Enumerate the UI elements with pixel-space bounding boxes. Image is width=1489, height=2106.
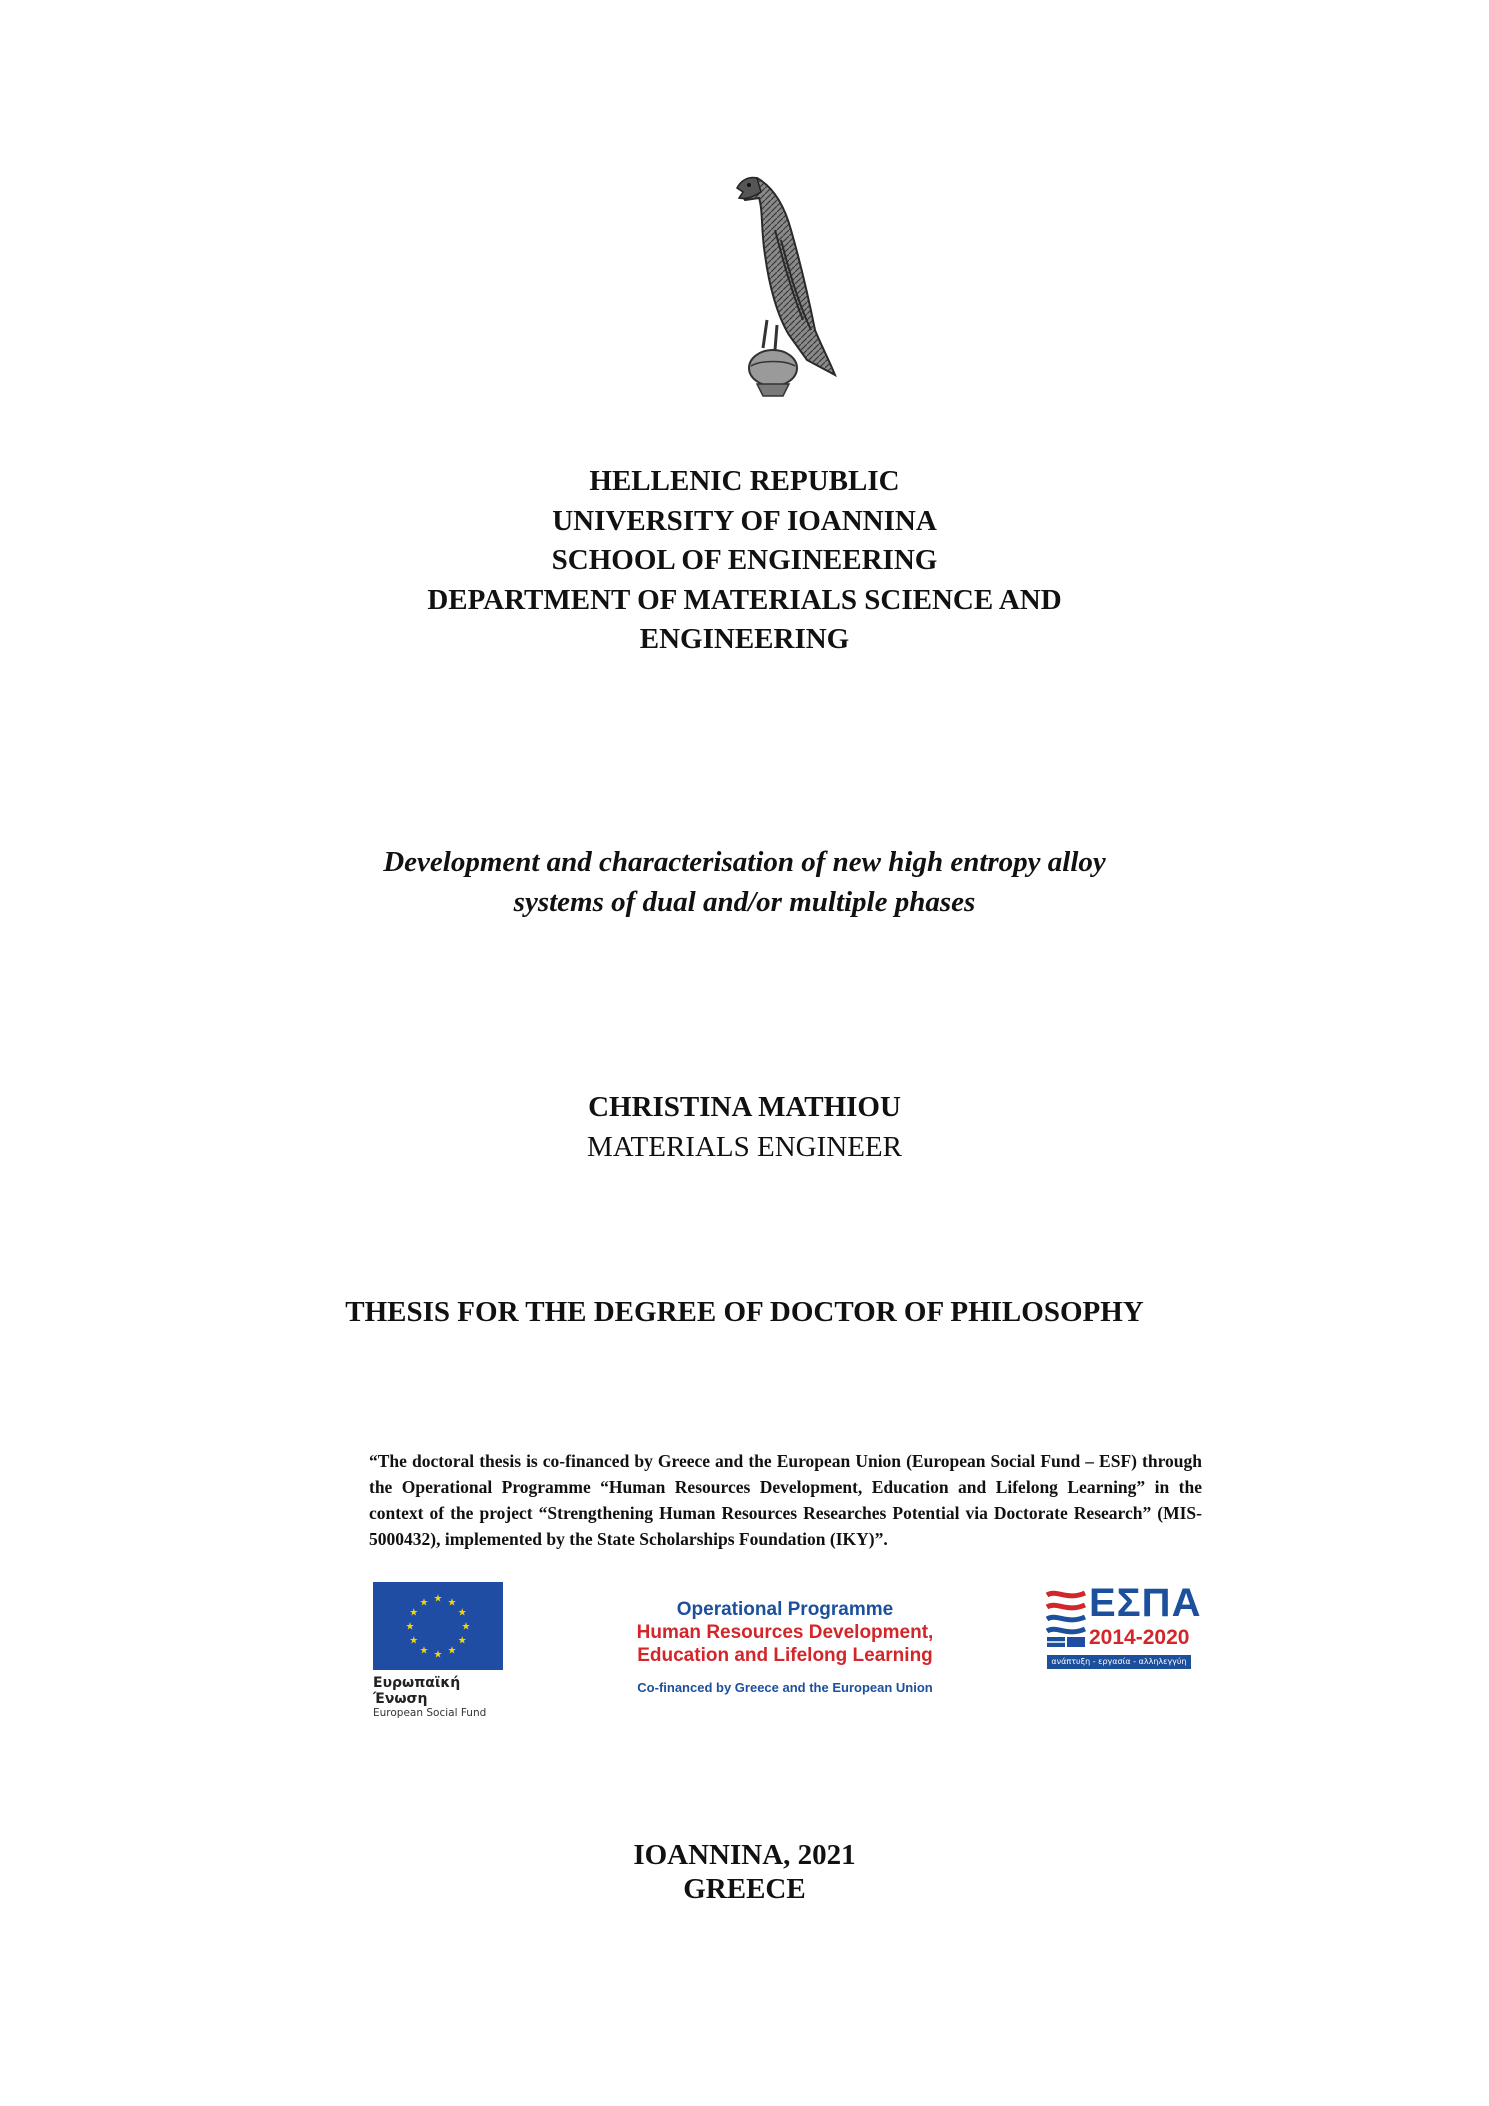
institution-line: DEPARTMENT OF MATERIALS SCIENCE AND: [427, 583, 1062, 616]
place-line: IOANNINA, 2021: [633, 1839, 856, 1871]
degree-title: THESIS FOR THE DEGREE OF DOCTOR OF PHILOSOPHY: [345, 1296, 1144, 1328]
eu-star-icon: ★: [433, 1593, 443, 1605]
operational-programme-logo: [620, 1598, 950, 1695]
author-block: [0, 1087, 1489, 1167]
eu-star-icon: ★: [457, 1635, 467, 1647]
eu-star-icon: ★: [457, 1607, 467, 1619]
op-logo-line4: Co-financed by Greece and the European Union: [637, 1680, 933, 1695]
eagle-crest-icon: [717, 170, 857, 400]
eu-star-icon: ★: [433, 1649, 443, 1661]
op-logo-line1: Operational Programme: [676, 1599, 894, 1620]
espa-subtitle: ανάπτυξη - εργασία - αλληλεγγύη: [1047, 1655, 1191, 1669]
espa-logo: [1045, 1581, 1202, 1676]
espa-title: ΕΣΠΑ: [1089, 1581, 1202, 1625]
eu-logo-line1: Ευρωπαϊκή Ένωση: [373, 1675, 461, 1707]
author-name: CHRISTINA MATHIOU: [588, 1091, 901, 1123]
eu-logo-line2: European Social Fund: [373, 1707, 487, 1719]
funding-note: “The doctoral thesis is co-financed by Greece and the European Union (European Social Fund – ESF) through the Operational Programme “Human Resources Development, Education and Lifelong Learning” in the context of the project “Strengthening Human Resources Researches Potential via Doctorate Research” (MIS-5000432), implemented by the State Scholarships Foundation (IKY)”.: [369, 1451, 1202, 1549]
eu-star-icon: ★: [419, 1645, 429, 1657]
espa-waves-icon: [1045, 1587, 1087, 1649]
eu-flag-icon: [373, 1582, 503, 1670]
thesis-title-line: Development and characterisation of new high entropy alloy: [383, 846, 1106, 878]
author-role: MATERIALS ENGINEER: [587, 1131, 902, 1163]
thesis-title: [0, 842, 1489, 922]
place-block: [0, 1838, 1489, 1906]
eu-star-icon: ★: [409, 1607, 419, 1619]
op-logo-line3: Education and Lifelong Learning: [637, 1645, 933, 1666]
eu-star-icon: ★: [405, 1621, 415, 1633]
institution-line: ENGINEERING: [639, 623, 850, 655]
eu-star-icon: ★: [419, 1597, 429, 1609]
thesis-title-line: systems of dual and/or multiple phases: [513, 886, 976, 918]
institution-line: UNIVERSITY OF IOANNINA: [552, 504, 937, 537]
institution-line: HELLENIC REPUBLIC: [589, 465, 900, 497]
eu-star-icon: ★: [409, 1635, 419, 1647]
eu-star-icon: ★: [447, 1597, 457, 1609]
eu-logo: [373, 1582, 508, 1719]
espa-years: 2014-2020: [1089, 1626, 1190, 1649]
op-logo-line2: Human Resources Development,: [636, 1622, 934, 1643]
place-line: GREECE: [683, 1873, 806, 1905]
institution-block: [0, 462, 1489, 660]
eu-star-icon: ★: [461, 1621, 471, 1633]
institution-line: SCHOOL OF ENGINEERING: [551, 544, 938, 576]
eu-star-icon: ★: [447, 1645, 457, 1657]
